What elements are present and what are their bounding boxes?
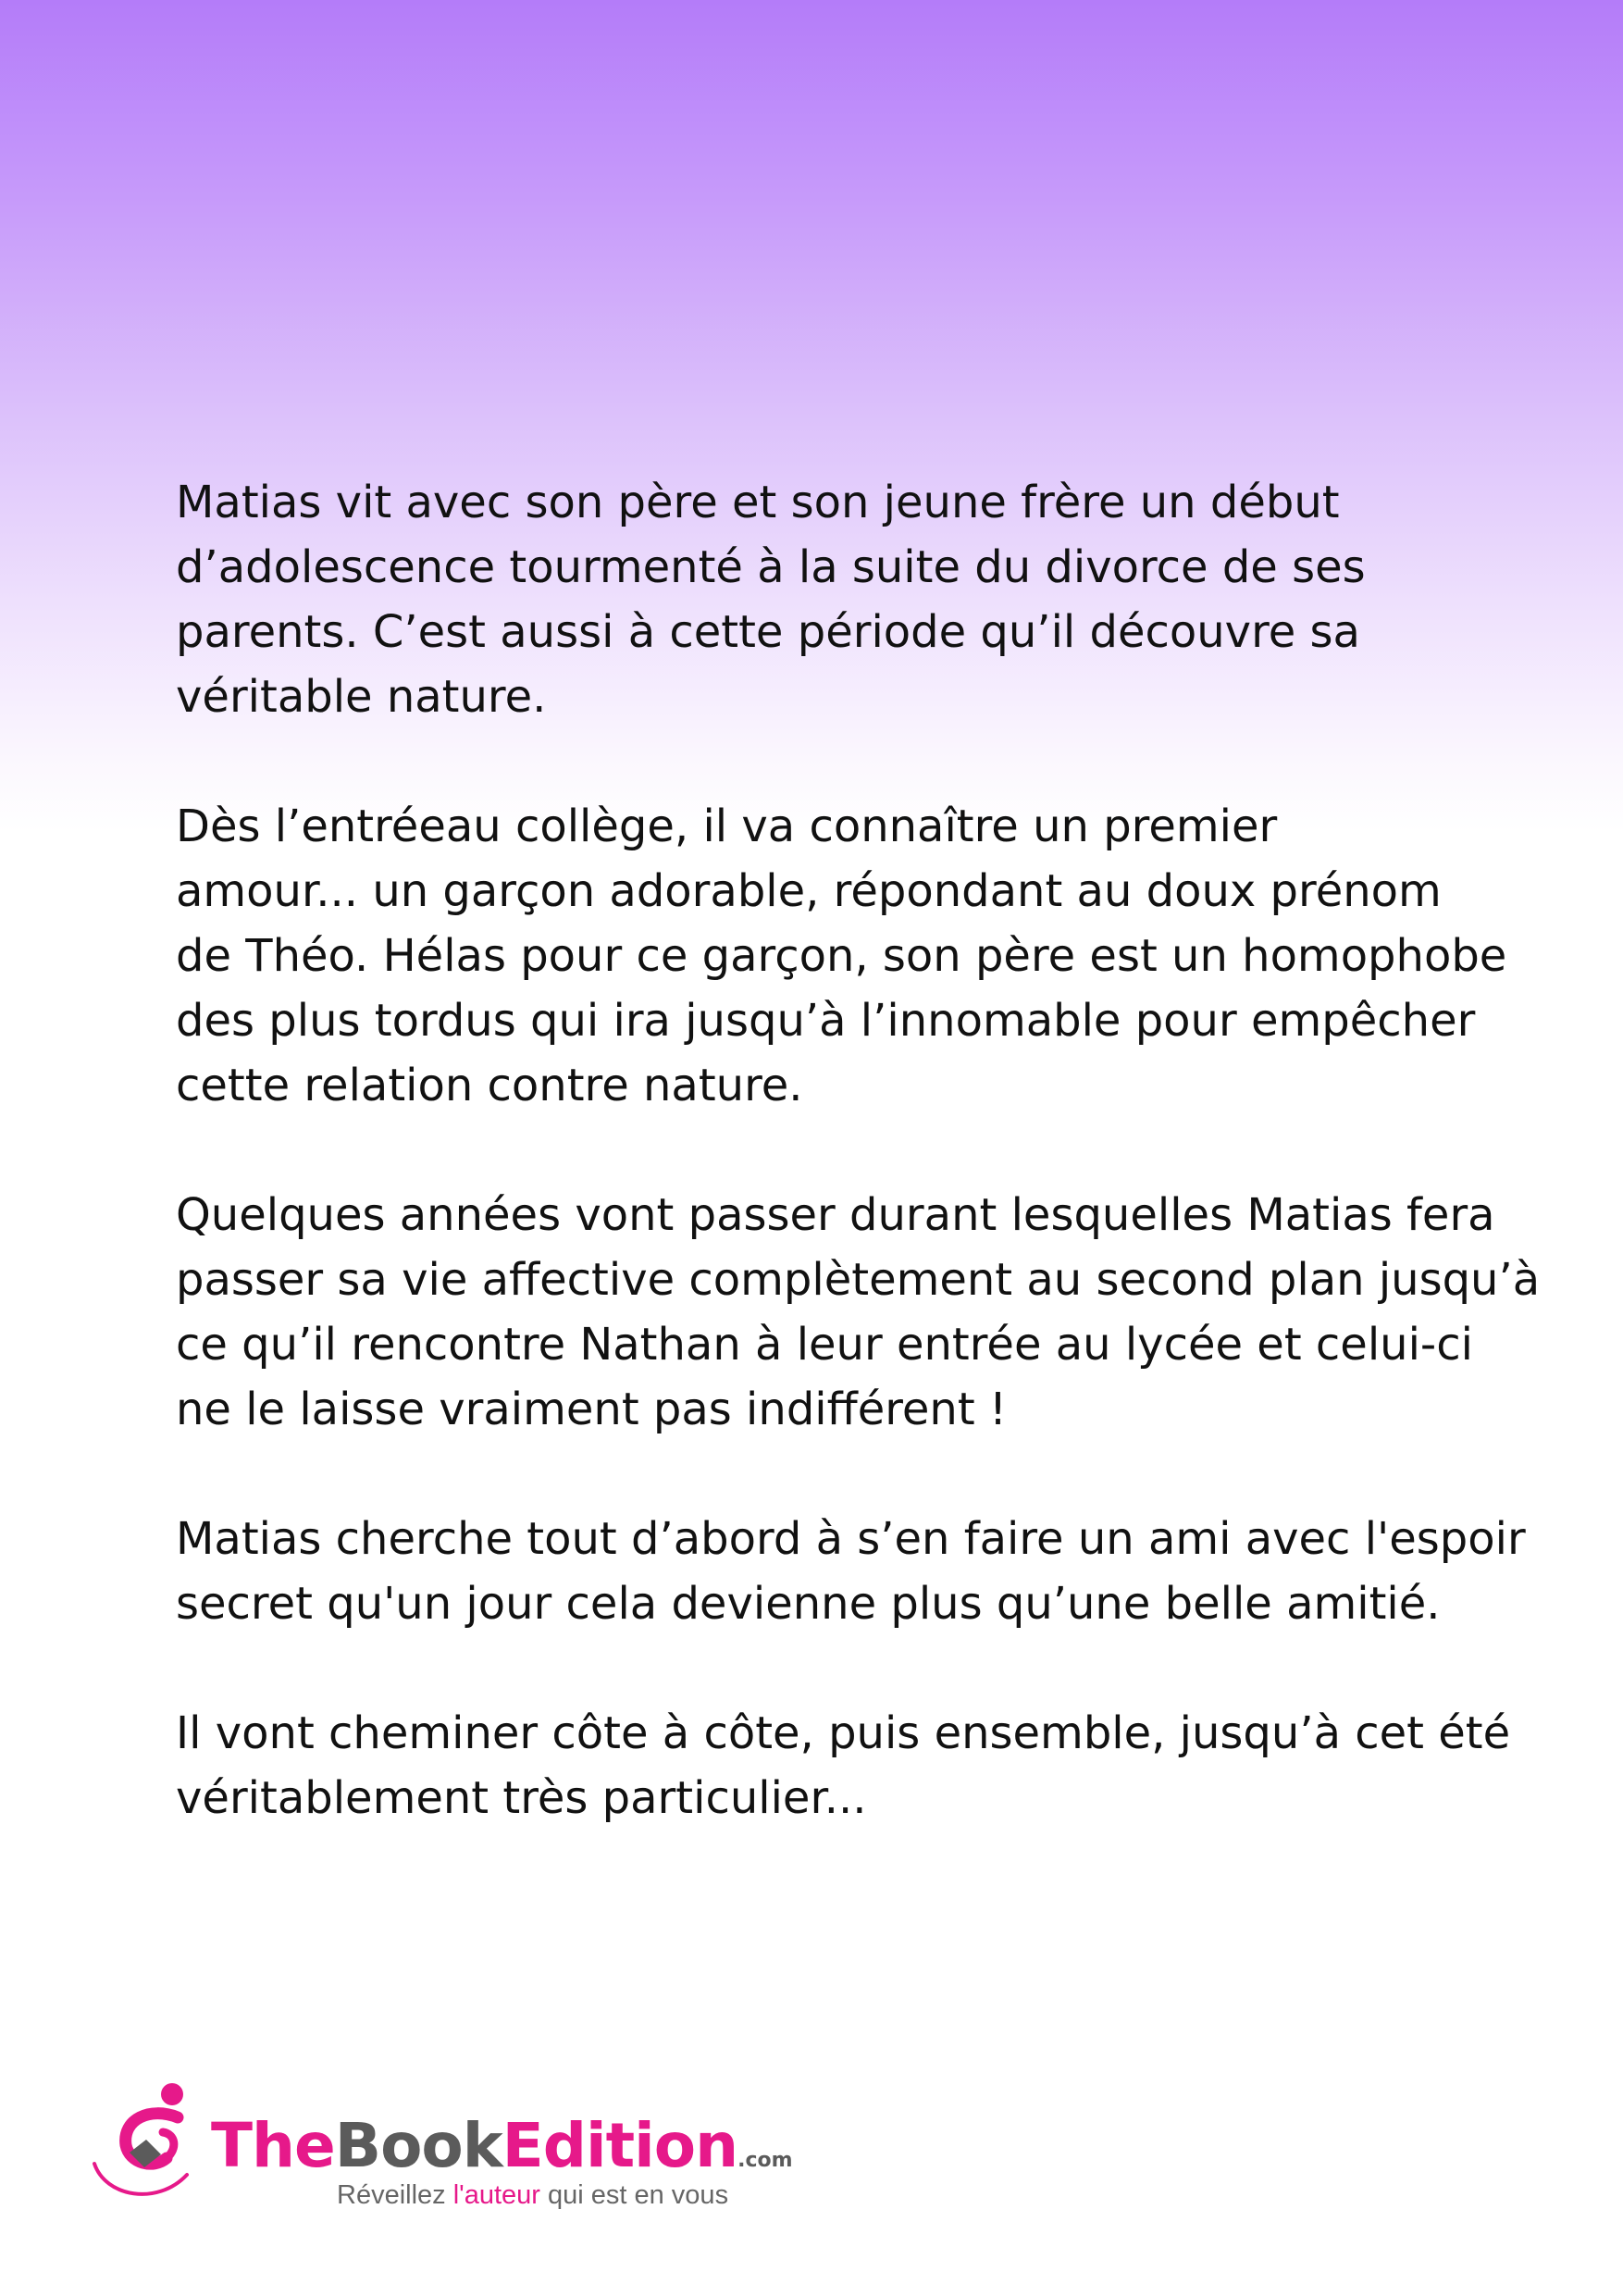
text-line: ce qu’il rencontre Nathan à leur entrée au lycée et celui-ci bbox=[176, 1319, 1473, 1371]
logo-word-book: Book bbox=[334, 2110, 502, 2181]
text-line: d’adolescence tourmenté à la suite du divorce de ses bbox=[176, 541, 1366, 593]
text-line: amour... un garçon adorable, répondant au doux prénom bbox=[176, 865, 1442, 917]
text-line: Quelques années vont passer durant lesquelles Matias fera bbox=[176, 1189, 1495, 1241]
text-line: Il vont cheminer côte à côte, puis ensemble, jusqu’à cet été bbox=[176, 1707, 1511, 1759]
logo-tagline bbox=[337, 2180, 728, 2211]
summary-paragraph-3 bbox=[176, 1183, 1541, 1442]
tagline-end: qui est en vous bbox=[539, 2180, 729, 2210]
summary-paragraph-1 bbox=[176, 470, 1518, 729]
text-line: véritable nature. bbox=[176, 671, 547, 723]
summary-paragraph-2 bbox=[176, 794, 1518, 1118]
tagline-start: Réveillez bbox=[337, 2180, 453, 2210]
summary-paragraph-4 bbox=[176, 1507, 1526, 1636]
logo-word-edition: Edition bbox=[502, 2110, 738, 2181]
reader-figure-icon bbox=[89, 2079, 200, 2199]
text-line: Dès l’entréeau collège, il va connaître un premier bbox=[176, 800, 1278, 852]
logo-word-com: .com bbox=[737, 2149, 793, 2172]
logo-word-the: The bbox=[211, 2110, 335, 2181]
text-line: des plus tordus qui ira jusqu’à l’innomable pour empêcher bbox=[176, 995, 1476, 1047]
text-line: parents. C’est aussi à cette période qu’il découvre sa bbox=[176, 606, 1360, 658]
text-line: Matias cherche tout d’abord à s’en faire un ami avec l'espoir bbox=[176, 1513, 1526, 1565]
text-line: Matias vit avec son père et son jeune frère un début bbox=[176, 477, 1340, 528]
text-line: de Théo. Hélas pour ce garçon, son père est un homophobe bbox=[176, 930, 1507, 982]
book-summary bbox=[176, 470, 1541, 1895]
text-line: ne le laisse vraiment pas indifférent ! bbox=[176, 1384, 1008, 1435]
thebookedition-logo bbox=[89, 2079, 829, 2217]
text-line: passer sa vie affective complètement au second plan jusqu’à bbox=[176, 1254, 1541, 1306]
text-line: véritablement très particulier... bbox=[176, 1772, 867, 1824]
text-line: secret qu'un jour cela devienne plus qu’une belle amitié. bbox=[176, 1578, 1441, 1630]
tagline-accent: l'auteur bbox=[452, 2180, 540, 2210]
text-line: cette relation contre nature. bbox=[176, 1060, 803, 1111]
summary-paragraph-5 bbox=[176, 1701, 1518, 1831]
